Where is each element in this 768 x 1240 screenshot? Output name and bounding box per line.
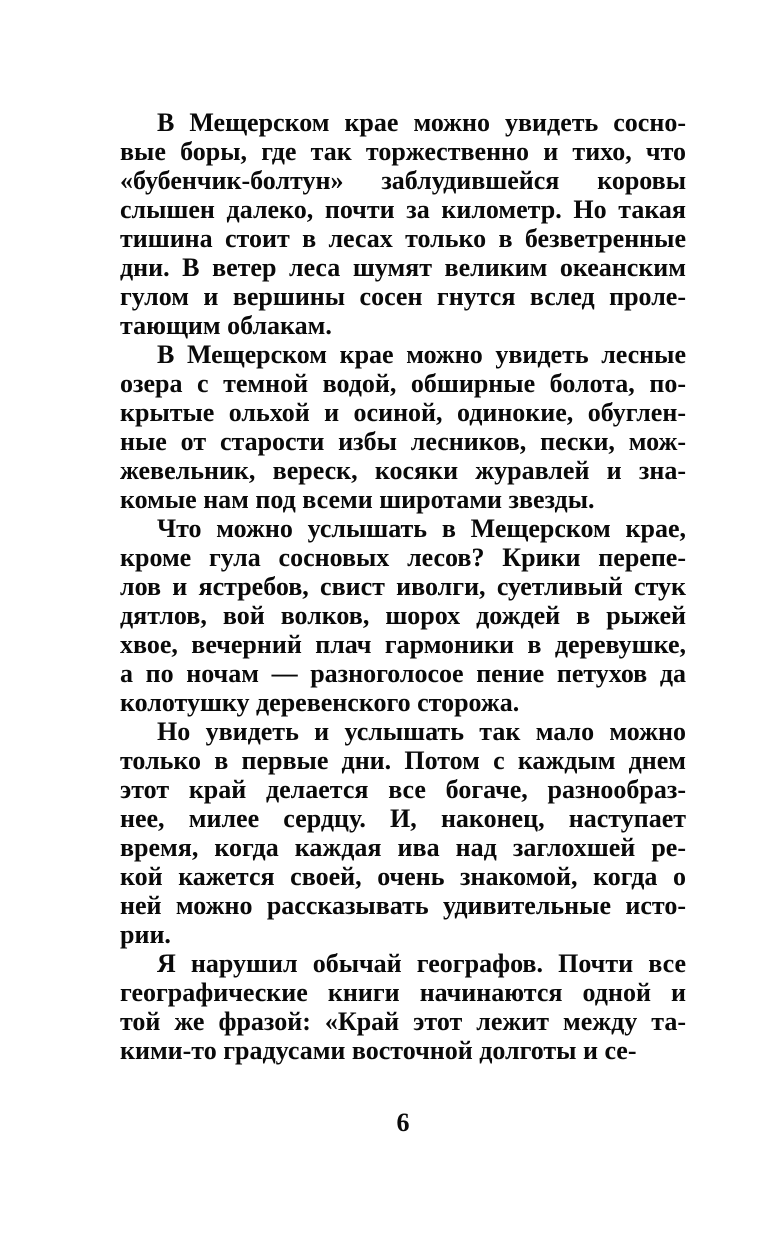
text-line: Я нарушил обычай географов. Почти все	[157, 949, 686, 978]
text-line: географические книги начинаются одной и	[120, 978, 686, 1007]
text-line: слышен далеко, почти за километр. Но такая	[120, 195, 686, 224]
text-line: тишина стоит в лесах только в безветренные	[120, 224, 686, 253]
text-line: гулом и вершины сосен гнутся вслед проле-	[120, 282, 686, 311]
paragraph	[120, 717, 686, 949]
text-line: лов и ястребов, свист иволги, суетливый стук	[120, 572, 686, 601]
paragraph	[120, 340, 686, 514]
text-line: время, когда каждая ива над заглохшей ре-	[120, 833, 686, 862]
page-number: 6	[396, 1108, 410, 1137]
text-line: кими-то градусами восточной долготы и се-	[120, 1036, 637, 1065]
text-line: «бубенчик-болтун» заблудившейся коровы	[120, 166, 686, 195]
text-line: той же фразой: «Край этот лежит между та-	[120, 1007, 686, 1036]
text-line: ней можно рассказывать удивительные исто-	[120, 891, 686, 920]
text-line: крытые ольхой и осиной, одинокие, обуглен-	[120, 398, 686, 427]
text-line: этот край делается все богаче, разнообраз-	[120, 775, 686, 804]
text-line: Но увидеть и услышать так мало можно	[157, 717, 686, 746]
text-line: только в первые дни. Потом с каждым днем	[120, 746, 686, 775]
text-line: хвое, вечерний плач гармоники в деревушке,	[120, 630, 686, 659]
page-text	[120, 108, 686, 1065]
text-line: кой кажется своей, очень знакомой, когда о	[120, 862, 686, 891]
paragraph	[120, 108, 686, 340]
text-line: В Мещерском крае можно увидеть сосно-	[157, 108, 686, 137]
text-line: вые боры, где так торжественно и тихо, что	[120, 137, 686, 166]
text-line: В Мещерском крае можно увидеть лесные	[157, 340, 686, 369]
text-line: дни. В ветер леса шумят великим океанским	[120, 253, 686, 282]
text-line: Что можно услышать в Мещерском крае,	[157, 514, 686, 543]
text-line: дятлов, вой волков, шорох дождей в рыжей	[120, 601, 686, 630]
paragraph	[120, 514, 686, 717]
text-line: тающим облакам.	[120, 311, 332, 340]
text-line: жевельник, вереск, косяки журавлей и зна-	[120, 456, 686, 485]
text-line: колотушку деревенского сторожа.	[120, 688, 520, 717]
text-line: кроме гула сосновых лесов? Крики перепе-	[120, 543, 686, 572]
text-line: комые нам под всеми широтами звезды.	[120, 485, 595, 514]
text-line: ные от старости избы лесников, пески, мож-	[120, 427, 686, 456]
text-line: озера с темной водой, обширные болота, по-	[120, 369, 686, 398]
text-line: а по ночам — разноголосое пение петухов да	[120, 659, 686, 688]
text-line: рии.	[120, 920, 171, 949]
text-line: нее, милее сердцу. И, наконец, наступает	[120, 804, 686, 833]
paragraph	[120, 949, 686, 1065]
